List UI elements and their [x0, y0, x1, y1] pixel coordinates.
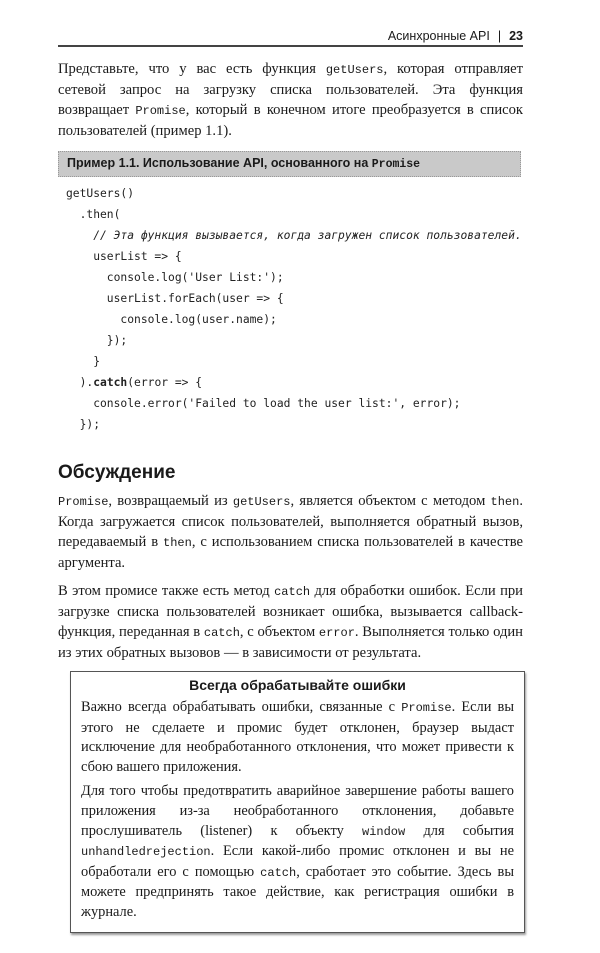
code-line	[66, 246, 523, 267]
inline-code: then	[490, 495, 520, 509]
inline-code: catch	[274, 585, 311, 599]
code-line	[66, 309, 523, 330]
code-line	[66, 414, 523, 435]
chapter-title: Асинхронные API	[387, 29, 490, 43]
code-line	[66, 372, 523, 393]
page-number: 23	[509, 29, 523, 43]
inline-code: catch	[203, 626, 240, 640]
inline-code: getUsers	[325, 63, 384, 77]
text-run: , возвращаемый из	[108, 493, 233, 509]
tip-box-title: Всегда обрабатывайте ошибки	[189, 677, 406, 693]
code-token: }	[66, 355, 101, 368]
text-run: для обработки ошибок. Если при загрузке списка пользователей возникает ошибка, вызывается callback-функция, переданная в	[58, 583, 523, 640]
text-run: , с использованием списка пользователей в качестве аргумента.	[58, 534, 523, 571]
code-token: // Эта функция вызывается, когда загружен список пользователей.	[66, 229, 522, 242]
code-line	[66, 393, 523, 414]
code-token: console.error('Failed to load the user list:', error);	[66, 397, 461, 410]
text-run: для события	[405, 822, 514, 839]
tip-box	[70, 671, 525, 933]
text-run: Для того чтобы предотвратить аварийное завершение работы вашего приложения из-за необработанного отклонения, добавьте прослушиватель (listener) к объекту	[81, 783, 514, 839]
inline-code: Promise	[135, 104, 186, 118]
inline-code: getUsers	[232, 495, 291, 509]
code-token: getUsers()	[66, 187, 135, 200]
text-run: В этом промисе также есть метод	[58, 583, 275, 599]
text-run: , сработает это событие. Здесь вы можете предпринять такое действие, как регистрация ошибки в журнале.	[81, 863, 515, 920]
inline-code: window	[362, 824, 406, 839]
inline-code: catch	[260, 865, 297, 880]
text-run: . Если какой-либо промис отклонен и вы не обработали его с помощью	[81, 843, 514, 880]
code-line	[66, 267, 523, 288]
text-run: Представьте, что у вас есть функция	[58, 61, 326, 77]
code-line	[66, 183, 523, 204]
inline-code: then	[163, 536, 192, 550]
code-line	[66, 351, 523, 372]
text-run: . Если вы этого не сделаете и промис будет отклонен, браузер выдаст исключение для необработанного отклонения, что может привести к сбою вашего приложения.	[81, 699, 515, 775]
intro-paragraph	[58, 59, 523, 141]
discussion-paragraph-2	[58, 581, 523, 663]
code-token: console.log(user.name);	[66, 313, 277, 326]
text-run: , которая отправляет сетевой запрос на загрузку списка пользователей. Эта функция возвращает	[58, 61, 524, 118]
text-run: . Когда загружается список пользователей, выполняется обратный вызов, передаваемый в	[58, 493, 523, 550]
text-run: , является объектом с методом	[290, 493, 491, 509]
code-line	[66, 288, 523, 309]
header-separator: |	[497, 29, 502, 43]
code-token: });	[66, 334, 128, 347]
code-token: userList.forEach(user => {	[66, 292, 284, 305]
code-token: .then(	[66, 208, 121, 221]
code-listing	[66, 183, 523, 435]
code-token: console.log('User List:');	[66, 271, 284, 284]
inline-code: error	[318, 626, 355, 640]
code-line	[66, 330, 523, 351]
code-token: userList => {	[66, 250, 182, 263]
code-line	[66, 204, 523, 225]
section-heading: Обсуждение	[58, 462, 176, 483]
code-line	[66, 225, 523, 246]
code-keyword: catch	[93, 376, 128, 389]
example-title-code: Promise	[371, 158, 421, 171]
inline-code: Promise	[401, 701, 452, 715]
text-run: , который в конечном итоге преобразуется в список пользователей (пример 1.1).	[58, 102, 523, 139]
running-header	[58, 28, 523, 47]
text-run: Важно всегда обрабатывать ошибки, связанные с	[81, 699, 402, 715]
discussion-paragraph-1	[58, 491, 523, 573]
example-caption	[58, 151, 521, 177]
text-run: , с объектом	[239, 624, 319, 640]
inline-code: unhandledrejection	[81, 845, 211, 860]
example-title: Пример 1.1. Использование API, основанного на	[67, 156, 372, 170]
code-token: ).	[66, 376, 94, 389]
text-run: . Выполняется только один из этих обратных вызовов — в зависимости от результата.	[58, 624, 523, 661]
code-token: (error => {	[127, 376, 203, 389]
code-token: });	[66, 418, 101, 431]
inline-code: Promise	[58, 495, 109, 509]
tip-paragraph-1	[81, 698, 514, 777]
tip-paragraph-2	[81, 782, 514, 922]
